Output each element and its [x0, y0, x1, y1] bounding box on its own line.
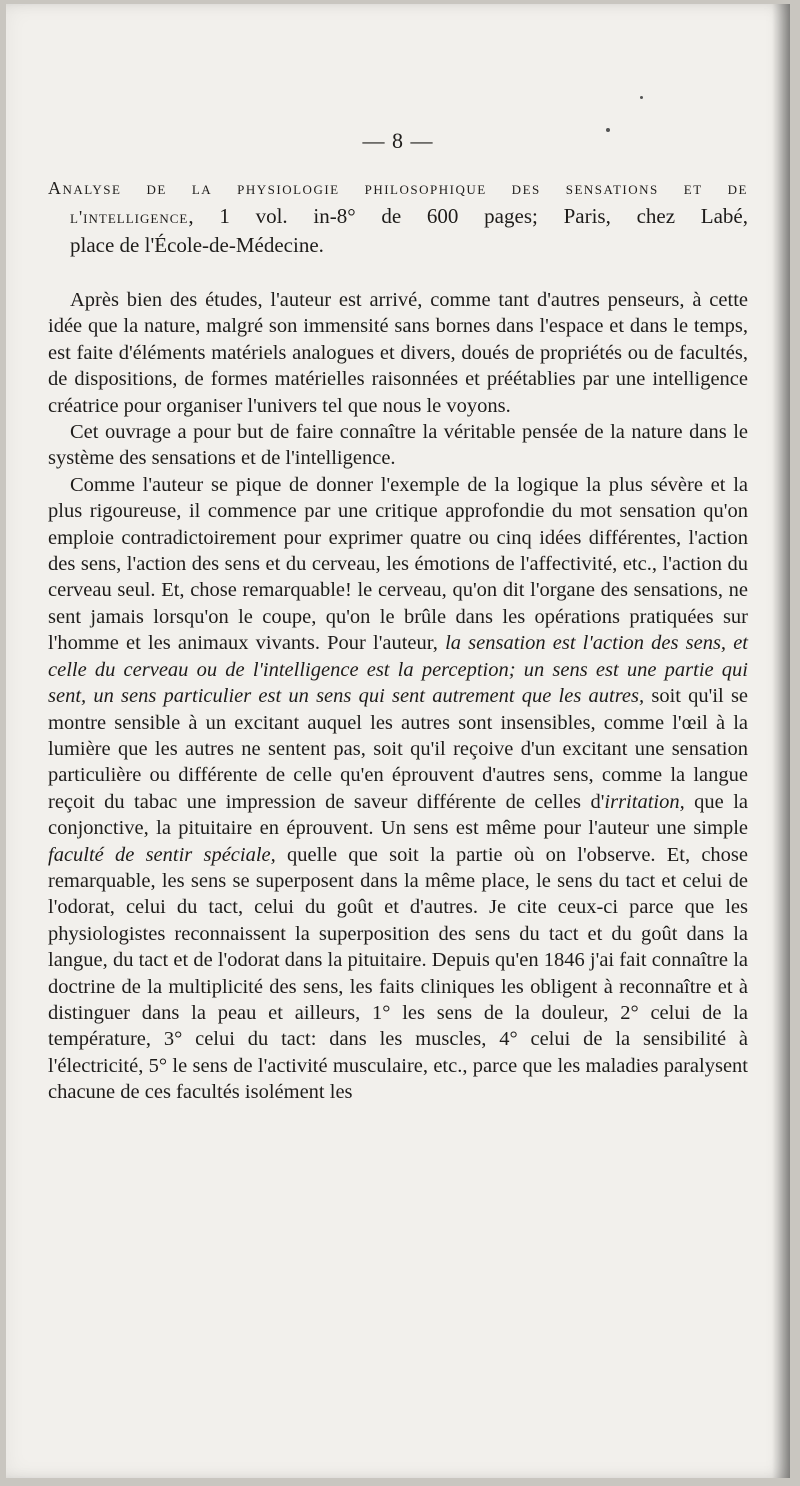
entry-title-smallcaps: l'intelligence — [70, 207, 189, 227]
paragraph-3-text-a: Comme l'auteur se pique de donner l'exemple de la logique la plus sévère et la plus rigoureuse, il commence par une critique approfondie du mot sensation qu'on emploie contradictoirement pour exprimer quatre ou cinq idées différentes, l'action des sens, l'action des sens et du cerveau, les émotions de l'affectivité, etc., l'action du cerveau seul. Et, chose remarquable! le cerveau, qu'on dit l'organe des sensations, ne sent jamais lorsqu'on le coupe, qu'on le brûle dans les opérations pratiquées sur l'homme et les animaux vivants. Pour l'auteur, — [48, 473, 748, 655]
entry-publisher-address: place de l'École-de-Médecine. — [70, 233, 324, 257]
paragraph-3-italic-definition: la sensation est l'action des sens, et celle du cerveau ou de l'intelligence est la perception; un sens est une partie qui sent, un sens particulier est un sens qui sent autrement que les autres, — [48, 632, 748, 708]
paragraph-3 — [48, 472, 748, 1106]
paragraph-3-text-b: soit qu'il se montre sensible à un excitant auquel les autres sont insensibles, comme l'œil à la lumière que les autres ne sentent pas, soit qu'il reçoive d'un excitant une sensation particulière ou différente de celle qu'en éprouvent d'autres sens, comme la langue reçoit du tabac une impression de saveur différente de celles d' — [48, 685, 749, 813]
entry-title-line-1: Analyse de la physiologie philosophique des sensations et de — [48, 178, 748, 198]
page-spine-shadow — [772, 4, 790, 1478]
ink-speck — [640, 96, 643, 99]
paragraph-3-text-d: quelle que soit la partie où on l'observe. Et, chose remarquable, les sens se superposent dans la même place, le sens du tact et celui de l'odorat, celui du tact, celui du goût et d'autres. Je cite ceux-ci parce que les physiologistes reconnaissent la superposition des sens du tact et du goût dans la langue, du tact et de l'odorat dans la pituitaire. Depuis qu'en 1846 j'ai fait connaître la doctrine de la multiplicité des sens, les faits cliniques les obligent à reconnaître et à distinguer dans la peau et ailleurs, 1° les sens de la douleur, 2° celui de la température, 3° celui du tact: dans les muscles, 4° celui de la sensibilité à l'électricité, 5° le sens de l'activité musculaire, etc., parce que les maladies paralysent chacune de ces facultés isolément les — [48, 843, 748, 1104]
bibliographic-entry — [48, 174, 748, 259]
entry-title-line-2 — [48, 202, 748, 231]
book-page — [6, 4, 790, 1478]
review-body — [48, 287, 748, 1106]
paragraph-3-italic-faculte: faculté de sentir spéciale, — [48, 843, 276, 866]
paragraph-2: Cet ouvrage a pour but de faire connaître la véritable pensée de la nature dans le système des sensations et de l'intelligence. — [48, 421, 748, 470]
paragraph-3-text-c: que la conjonctive, la pituitaire en éprouvent. Un sens est même pour l'auteur une simple — [48, 790, 748, 840]
page-number: — 8 — — [362, 128, 434, 153]
entry-publication-details: , 1 vol. in-8° de 600 pages; Paris, chez Labé, — [188, 204, 748, 228]
paragraph-1: Après bien des études, l'auteur est arrivé, comme tant d'autres penseurs, à cette idée que la nature, malgré son immensité sans bornes dans l'espace et dans le temps, est faite d'éléments matériels analogues et divers, doués de propriétés ou de facultés, de dispositions, de formes matérielles raisonnées et préétablies par une intelligence créatrice pour organiser l'univers tel que nous le voyons. — [48, 289, 748, 417]
paragraph-3-italic-irritation: irritation, — [604, 790, 685, 813]
